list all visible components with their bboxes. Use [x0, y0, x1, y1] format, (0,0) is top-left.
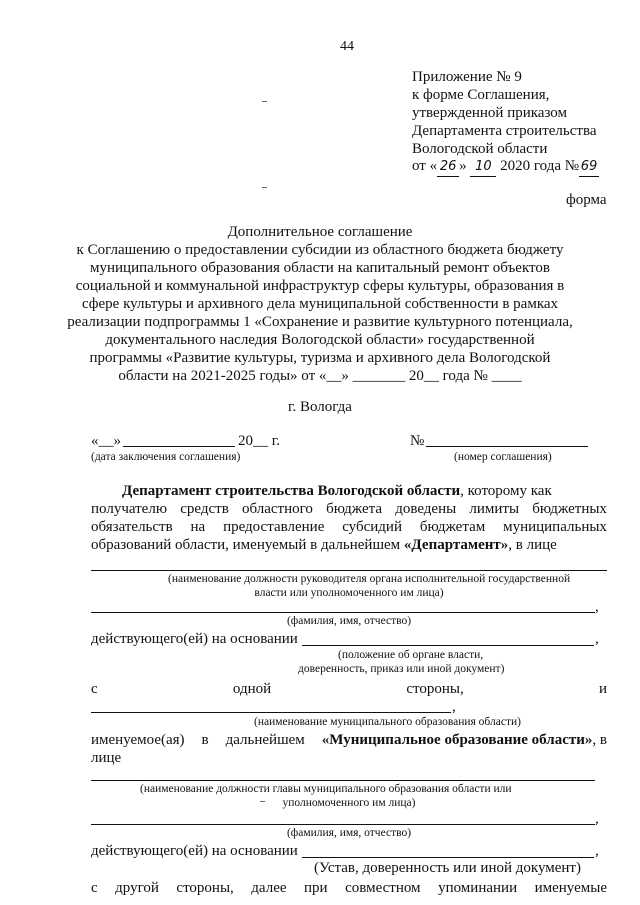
basis-line-2	[302, 857, 594, 858]
para1-line1-rest: , которому как	[460, 483, 552, 499]
head-muni-caption-2: уполномоченного им лица)	[282, 797, 416, 809]
fio-line-1	[91, 612, 595, 613]
para2-line2: лице	[91, 750, 122, 766]
para1-line1	[122, 482, 552, 500]
city: г. Вологда	[288, 399, 352, 415]
title-line: области на 2021-2025 годы» от «__» _______ 20__ года № ____	[118, 368, 522, 384]
word: другой	[115, 880, 159, 896]
date-field-line	[123, 446, 235, 447]
word: на	[190, 519, 206, 535]
municipality-caption: (наименование муниципального образования области)	[254, 716, 521, 728]
appendix-line: Вологодской области	[412, 141, 548, 157]
word: доведены	[395, 501, 457, 517]
fio-caption-1: (фамилия, имя, отчество)	[286, 615, 412, 627]
head-position-line	[91, 570, 607, 571]
comma: ,	[595, 631, 599, 647]
department-alias: «Департамент»	[403, 537, 509, 553]
number-field-label: №	[410, 433, 425, 449]
word: совместном	[345, 880, 421, 896]
word: предоставление	[223, 519, 325, 535]
fio-line-2	[91, 824, 595, 825]
para1-line4-start: образований области, именуемый в дальнейшем	[91, 537, 404, 553]
department-name: Департамент строительства Вологодской области	[122, 483, 461, 499]
word: одной	[232, 681, 272, 697]
para1-line4-end: , в лице	[508, 537, 557, 553]
date-suffix: 2020 года №	[500, 158, 580, 174]
title-line: муниципального образования области на капитальный ремонт объектов	[90, 260, 550, 276]
word: муниципальных	[503, 519, 607, 535]
number-field-line	[426, 446, 588, 447]
word: с	[91, 880, 98, 896]
scan-speck	[262, 187, 267, 188]
handwritten-day: 26	[437, 158, 459, 177]
title-line: сфере культуры и архивного дела муниципальной собственности в рамках	[81, 296, 559, 312]
head-muni-line	[91, 780, 595, 781]
word: при	[304, 880, 328, 896]
word: субсидий	[342, 519, 402, 535]
para1-line2	[91, 500, 607, 518]
para2-end: , в	[592, 732, 607, 748]
handwritten-month: 10	[470, 158, 496, 177]
word: упоминании	[438, 880, 518, 896]
para2-line1	[91, 731, 607, 749]
form-label: форма	[566, 192, 607, 208]
fio-caption-2: (фамилия, имя, отчество)	[286, 827, 412, 839]
word: именуемое(ая)	[91, 732, 185, 748]
word: бюджетных	[532, 501, 607, 517]
title-line: документального наследия Вологодской области» государственной	[105, 332, 535, 348]
appendix-line: Департамента строительства	[412, 123, 597, 139]
comma: ,	[595, 843, 599, 859]
number-field-caption: (номер соглашения)	[454, 451, 552, 463]
basis-line-1	[302, 645, 594, 646]
word: и	[598, 681, 607, 697]
scan-speck	[262, 101, 267, 102]
appendix-line: к форме Соглашения,	[412, 87, 550, 103]
date-field-year: 20__ г.	[238, 433, 280, 449]
comma: ,	[452, 699, 456, 715]
word: далее	[251, 880, 287, 896]
appendix-line: Приложение № 9	[412, 69, 522, 85]
date-prefix: от «	[412, 158, 438, 174]
last-line	[91, 879, 607, 897]
title-line: программы «Развитие культуры, туризма и архивного дела Вологодской	[89, 350, 551, 366]
date-sep: »	[459, 158, 467, 174]
word: дальнейшем	[225, 732, 305, 748]
word: именуемые	[534, 880, 607, 896]
comma: ,	[595, 811, 599, 827]
word: получателю	[91, 501, 168, 517]
acting-label-1: действующего(ей) на основании	[91, 631, 298, 647]
page-number: 44	[340, 39, 354, 54]
word: стороны,	[406, 681, 464, 697]
para1-line4	[91, 536, 557, 554]
title-line: реализации подпрограммы 1 «Сохранение и развитие культурного потенциала,	[67, 314, 573, 330]
appendix-line: утвержденной приказом	[412, 105, 568, 121]
one-side-line	[91, 680, 607, 698]
comma: ,	[595, 599, 599, 615]
municipality-alias: «Муниципальное образование области»	[321, 732, 593, 748]
acting-label-2: действующего(ей) на основании	[91, 843, 298, 859]
basis-caption-2: (Устав, доверенность или иной документ)	[314, 860, 581, 876]
title-line: к Соглашению о предоставлении субсидии из областного бюджета бюджету	[76, 242, 564, 258]
handwritten-order-number: 69	[579, 158, 599, 177]
word: средств	[180, 501, 229, 517]
word: областного	[241, 501, 313, 517]
basis-caption-1: (положение об органе власти,	[338, 649, 484, 661]
head-muni-caption: (наименование должности главы муниципального образования области или	[140, 783, 512, 795]
word: бюджетам	[419, 519, 486, 535]
word: обязательств	[91, 519, 173, 535]
municipality-line	[91, 712, 451, 713]
date-field-open: «__»	[91, 433, 121, 449]
para1-line3	[91, 518, 607, 536]
head-position-caption-2: власти или уполномоченного им лица)	[254, 587, 444, 599]
word: бюджета	[326, 501, 383, 517]
head-position-caption: (наименование должности руководителя органа исполнительной государственной	[168, 573, 571, 585]
word: с	[91, 681, 98, 697]
appendix-date-line	[412, 157, 599, 177]
word: в	[201, 732, 209, 748]
title-line: социальной и коммунальной инфраструктур сферы культуры, образования в	[75, 278, 565, 294]
basis-caption-1b: доверенность, приказ или иной документ)	[298, 663, 505, 675]
date-field-caption: (дата заключения соглашения)	[91, 451, 241, 463]
word: стороны,	[176, 880, 234, 896]
word: лимиты	[469, 501, 520, 517]
title-line: Дополнительное соглашение	[227, 224, 413, 240]
